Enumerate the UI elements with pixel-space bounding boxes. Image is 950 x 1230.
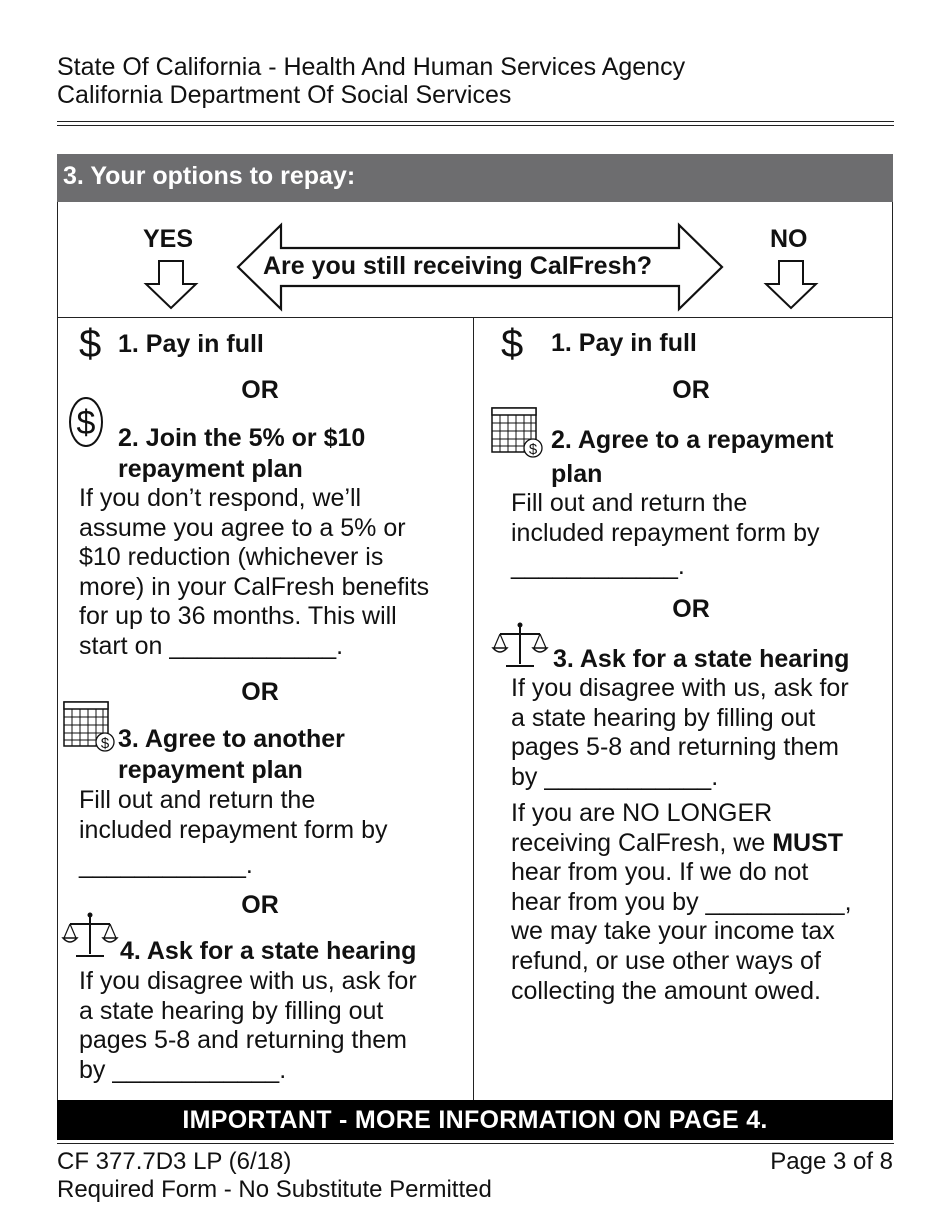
yes-opt4-text: If you disagree with us, ask for a state hearing by filling out pages 5-8 and returning them by ____________.	[79, 967, 417, 1084]
dollar-icon: $	[79, 322, 102, 366]
no-label: NO	[770, 225, 808, 253]
svg-text:$: $	[100, 735, 110, 752]
footer-rule	[57, 1143, 894, 1144]
yes-opt2-title-line2: repayment plan	[118, 455, 303, 483]
important-banner: IMPORTANT - MORE INFORMATION ON PAGE 4.	[57, 1100, 893, 1140]
yes-opt4-title: 4. Ask for a state hearing	[120, 937, 417, 965]
yes-opt2-title-line1: 2. Join the 5% or $10	[118, 424, 366, 452]
yes-down-arrow-icon	[144, 260, 198, 310]
no-opt1-title: 1. Pay in full	[551, 329, 697, 357]
no-opt2-title-line2: plan	[551, 460, 603, 488]
yes-or-2: OR	[241, 678, 279, 706]
header-rule-bottom	[57, 125, 894, 126]
no-opt3-text: If you disagree with us, ask for a state hearing by filling out pages 5-8 and returning them by ____________.	[511, 674, 849, 791]
yes-opt3-title-line1: 3. Agree to another	[118, 725, 345, 753]
question-text: Are you still receiving CalFresh?	[263, 252, 653, 280]
svg-text:$: $	[76, 404, 96, 442]
yes-opt1-title: 1. Pay in full	[118, 330, 264, 358]
footer-note: Required Form - No Substitute Permitted	[57, 1176, 492, 1203]
yes-opt3-text: Fill out and return the included repayment form by ____________.	[79, 786, 388, 880]
agency-name: State Of California - Health And Human Services Agency	[57, 53, 686, 81]
yes-opt3-title-line2: repayment plan	[118, 756, 303, 784]
yes-opt2-text: If you don’t respond, we’ll assume you agree to a 5% or $10 reduction (whichever is more) in your CalFresh benefits for up to 36 months. This will start on ____________.	[79, 484, 430, 660]
page-number: Page 3 of 8	[770, 1148, 893, 1175]
yes-label: YES	[143, 225, 194, 253]
no-opt2-title-line1: 2. Agree to a repayment	[551, 426, 834, 454]
no-or-2: OR	[672, 595, 710, 623]
no-down-arrow-icon	[764, 260, 818, 310]
dollar-icon-no: $	[501, 322, 524, 366]
row-divider	[57, 317, 893, 318]
scales-of-justice-icon	[62, 910, 118, 960]
no-opt2-text: Fill out and return the included repayment form by ____________.	[511, 489, 820, 581]
svg-text:$: $	[528, 441, 538, 458]
section-title: 3. Your options to repay:	[57, 154, 893, 202]
scales-of-justice-icon-no	[492, 620, 548, 670]
no-longer-receiving-notice: If you are NO LONGER receiving CalFresh, we MUST hear from you. If we do not hear from you by __________, we may take your income tax refund, or use other ways of collecting the amount owed.	[511, 799, 852, 1005]
no-opt3-title: 3. Ask for a state hearing	[553, 645, 850, 673]
column-divider	[473, 318, 474, 1100]
no-or-1: OR	[672, 376, 710, 404]
yes-or-1: OR	[241, 376, 279, 404]
calendar-dollar-icon	[63, 700, 117, 754]
form-id: CF 377.7D3 LP (6/18)	[57, 1148, 292, 1175]
yes-or-3: OR	[241, 891, 279, 919]
header-rule-top	[57, 121, 894, 122]
department-name: California Department Of Social Services	[57, 81, 512, 109]
calendar-dollar-icon-no	[491, 406, 545, 460]
dollar-cycle-icon	[66, 395, 110, 451]
